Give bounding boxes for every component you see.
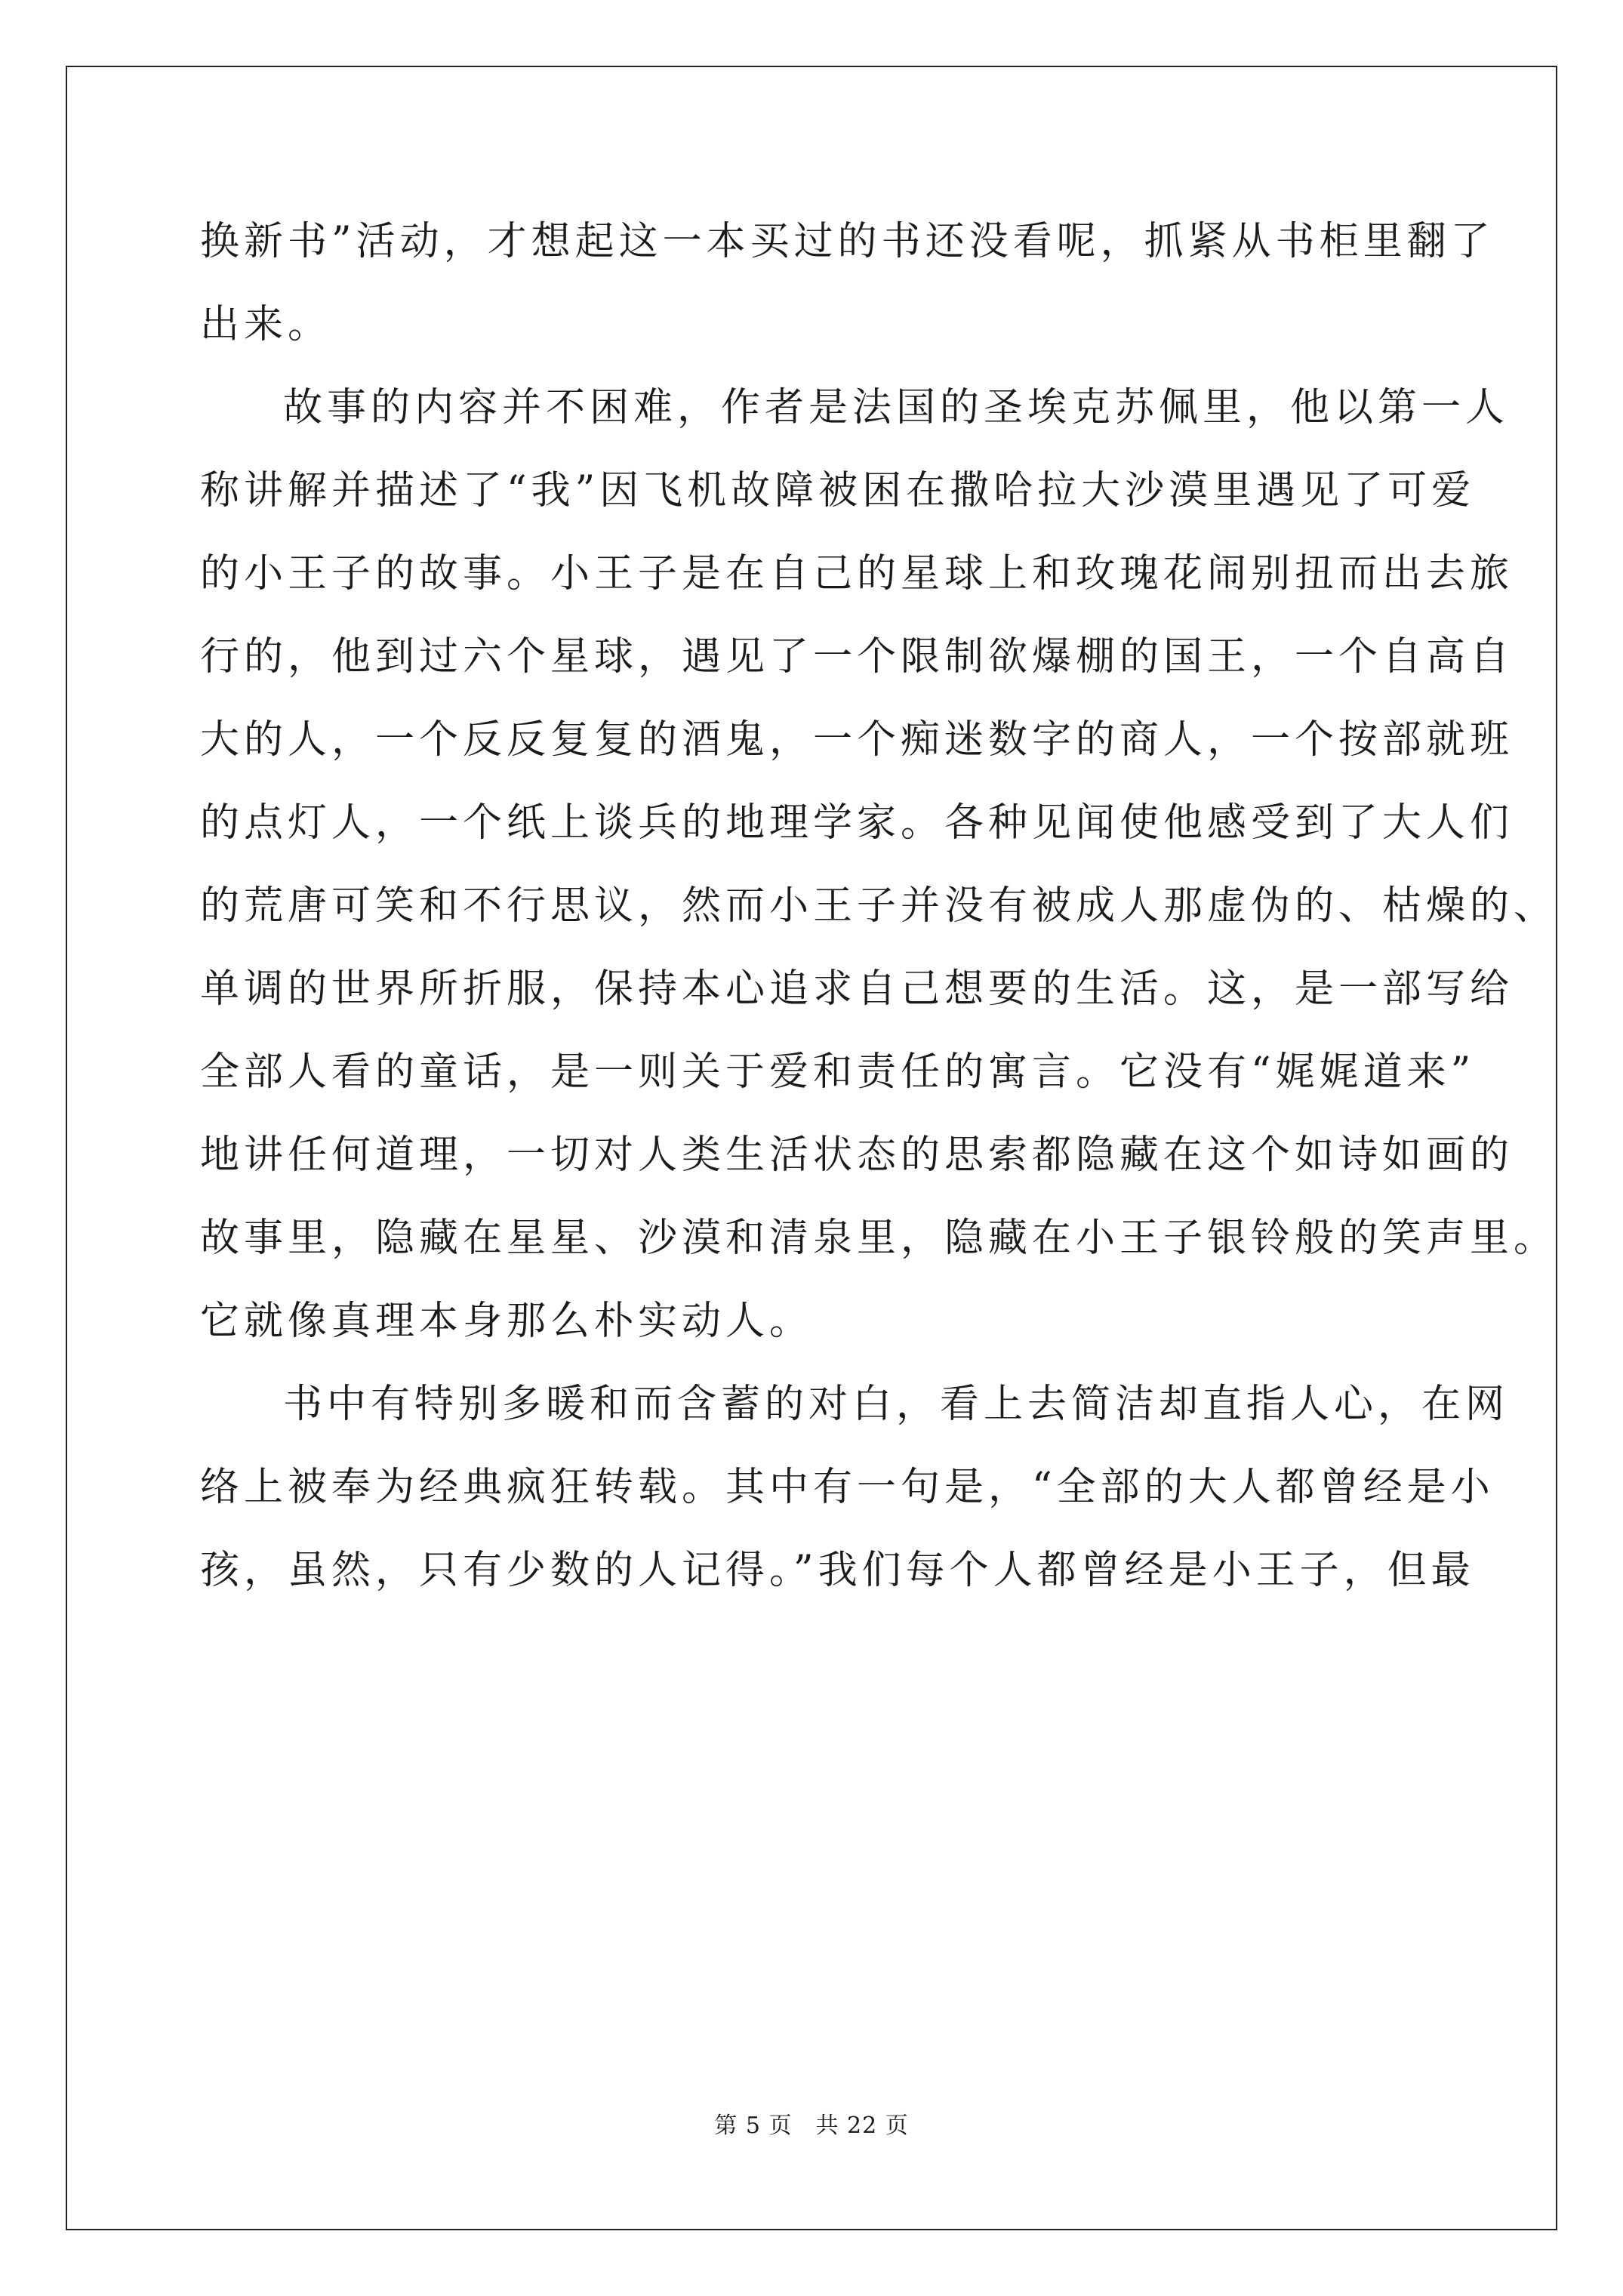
text-line: 孩，虽然，只有少数的人记得。”我们每个人都曾经是小王子，但最 [200, 1548, 1475, 1593]
text-line: 行的，他到过六个星球，遇见了一个限制欲爆棚的国王，一个自高自 [200, 634, 1514, 680]
text-line: 地讲任何道理，一切对人类生活状态的思索都隐藏在这个如诗如画的 [200, 1133, 1514, 1178]
paragraph-start-line: 故事的内容并不困难，作者是法国的圣埃克苏佩里，他以第一人 [283, 385, 1510, 430]
text-line: 的点灯人，一个纸上谈兵的地理学家。各种见闻使他感受到了大人们 [200, 800, 1514, 846]
text-line: 换新书”活动，才想起这一本买过的书还没看呢，抓紧从书柜里翻了 [200, 219, 1495, 264]
text-line: 单调的世界所折服，保持本心追求自己想要的生活。这，是一部写给 [200, 966, 1514, 1012]
text-line: 故事里，隐藏在星星、沙漠和清泉里，隐藏在小王子银铃般的笑声里。 [200, 1216, 1558, 1261]
text-line: 的荒唐可笑和不行思议，然而小王子并没有被成人那虚伪的、枯燥的、 [200, 883, 1558, 929]
document-body [200, 200, 1558, 1612]
text-line: 称讲解并描述了“我”因飞机故障被困在撒哈拉大沙漠里遇见了可爱 [200, 468, 1476, 513]
text-line: 的小王子的故事。小王子是在自己的星球上和玫瑰花闹别扭而出去旅 [200, 551, 1514, 596]
text-line: 大的人，一个反反复复的酒鬼，一个痴迷数字的商人，一个按部就班 [200, 717, 1514, 763]
text-line: 络上被奉为经典疯狂转载。其中有一句是，“全部的大人都曾经是小 [200, 1465, 1495, 1510]
text-line: 出来。 [200, 302, 332, 347]
paragraph-start-line: 书中有特别多暖和而含蓄的对白，看上去简洁却直指人心，在网 [283, 1382, 1510, 1427]
page-number-footer: 第 5 页 共 22 页 [714, 2113, 909, 2139]
text-line: 全部人看的童话，是一则关于爱和责任的寓言。它没有“娓娓道来” [200, 1049, 1476, 1095]
text-line: 它就像真理本身那么朴实动人。 [200, 1299, 814, 1344]
